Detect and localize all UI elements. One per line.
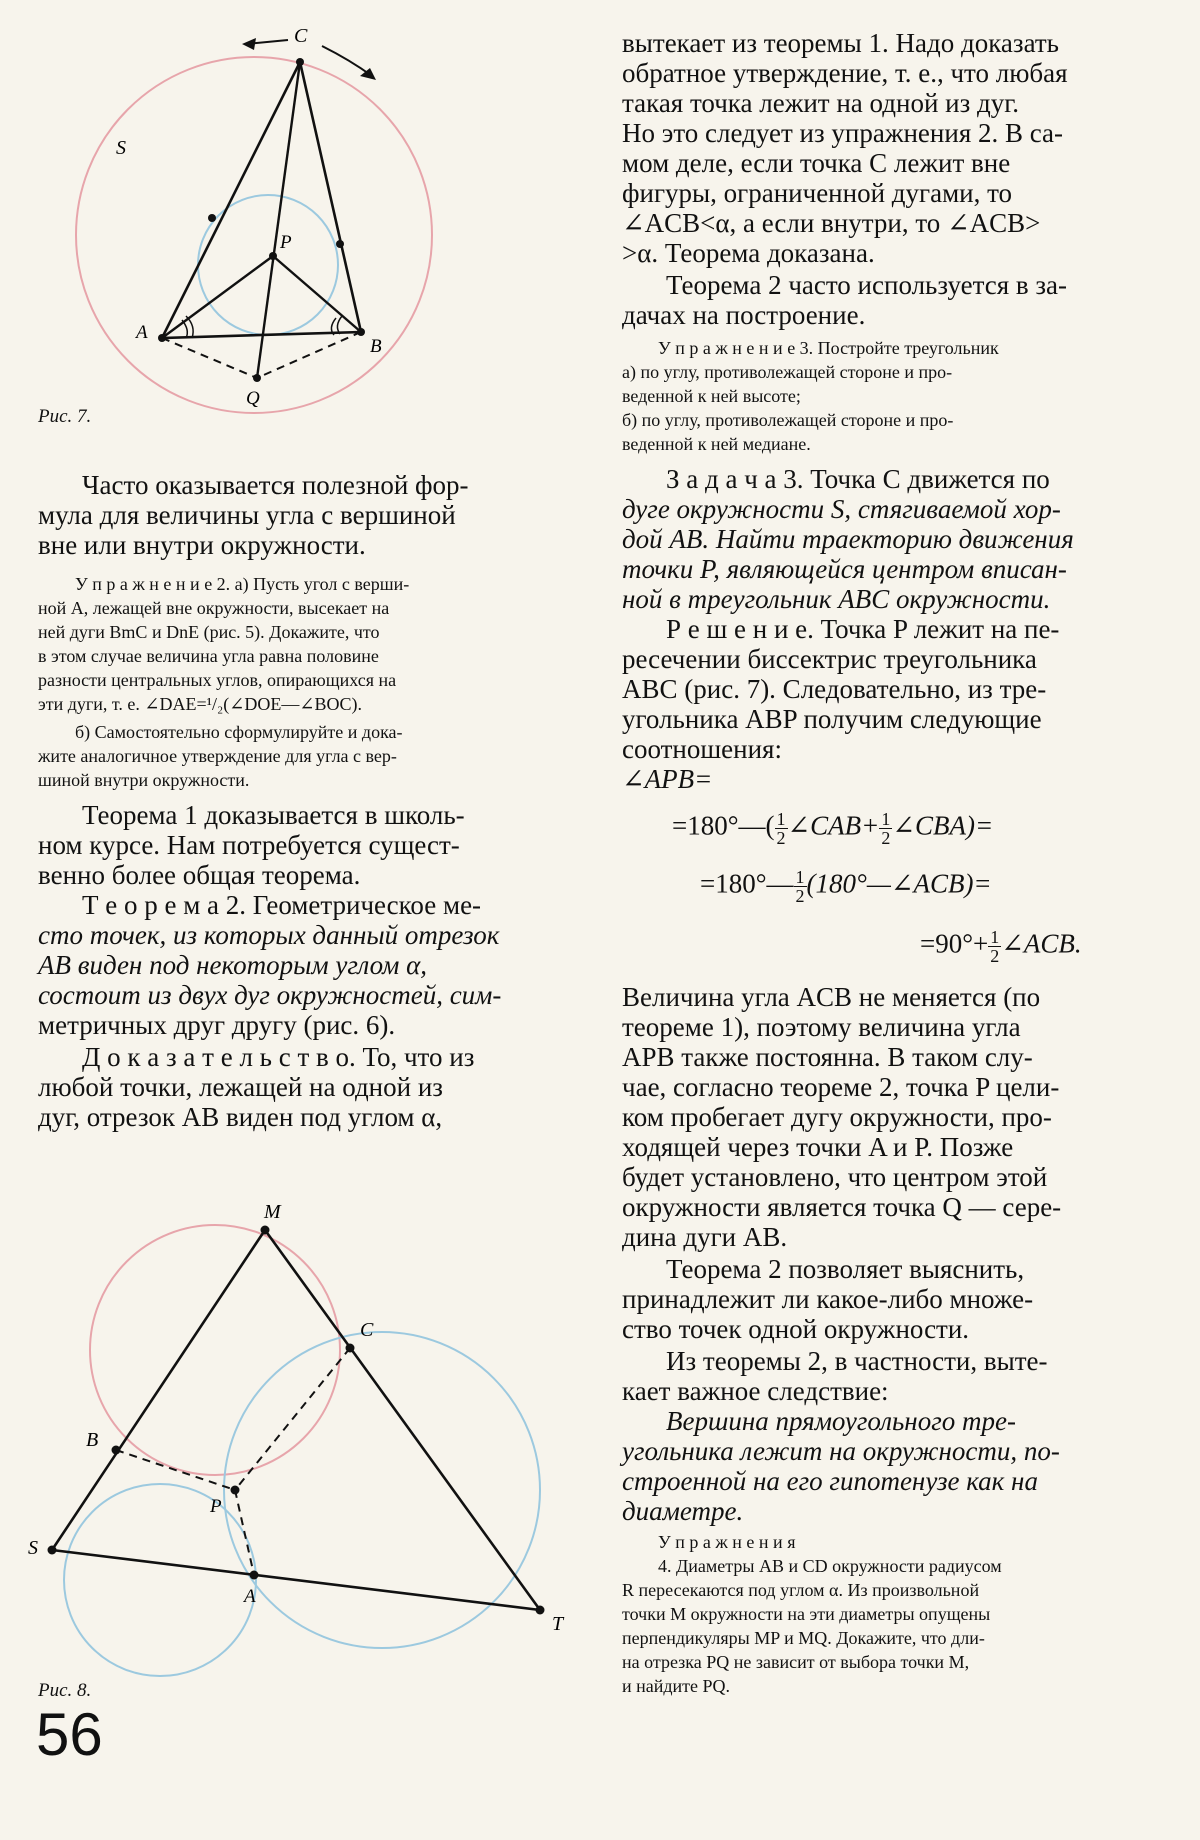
- thm1-line3: венно более общая теорема.: [38, 860, 361, 890]
- corollary-line4: диаметре.: [622, 1496, 744, 1526]
- ex3-line5: веденной к ней медиане.: [622, 434, 811, 454]
- fig7-caption: Рис. 7.: [38, 406, 92, 427]
- proof-line1: Д о к а з а т е л ь с т в о. То, что из: [82, 1042, 475, 1072]
- figure-7: [30, 20, 590, 440]
- task3-line5: ной в треугольник ABC окружности.: [622, 584, 1051, 614]
- corollary-line3: строенной на его гипотенузе как на: [622, 1466, 1038, 1496]
- solution-line3: ABC (рис. 7). Следовательно, из тре-: [622, 674, 1047, 704]
- cont-line7: ∠ACB<α, а если внутри, то ∠ACB>: [622, 208, 1041, 238]
- thm2use-line1: Теорема 2 часто используется в за-: [666, 270, 1068, 300]
- thm1-line1: Теорема 1 доказывается в школь-: [82, 800, 465, 830]
- after-line5: ком пробегает дугу окружности, про-: [622, 1102, 1052, 1132]
- cont-line5: мом деле, если точка C лежит вне: [622, 148, 1011, 178]
- cont-line2: обратное утверждение, т. е., что любая: [622, 58, 1068, 88]
- fig7-label-s: S: [116, 137, 126, 159]
- thm2allows-line2: принадлежит ли какое-либо множе-: [622, 1284, 1034, 1314]
- ex2a-line3: ней дуги BmC и DnE (рис. 5). Докажите, что: [38, 622, 380, 642]
- after-line2: теореме 1), поэтому величина угла: [622, 1012, 1021, 1042]
- page-number: 56: [36, 1701, 103, 1768]
- fig7-label-a: A: [136, 322, 148, 343]
- ex2b-line1: б) Самостоятельно сформулируйте и дока-: [75, 722, 403, 742]
- thm2-line4: состоит из двух дуг окружностей, сим-: [38, 980, 502, 1010]
- ex2a-line4: в этом случае величина угла равна половине: [38, 646, 379, 666]
- cont-line4: Но это следует из упражнения 2. В са-: [622, 118, 1064, 148]
- formula-line3: =90°+ $\frac{1}{2}$ ∠ACB.: [920, 927, 1082, 966]
- exercises-title: У п р а ж н е н и я: [658, 1532, 796, 1552]
- task3-line2: дуге окружности S, стягиваемой хор-: [622, 494, 1061, 524]
- task3-line4: точки P, являющейся центром вписан-: [622, 554, 1067, 584]
- thm2-line5: метричных друг другу (рис. 6).: [38, 1010, 396, 1040]
- ex3-line4: б) по углу, противолежащей стороне и про-: [622, 410, 954, 430]
- ex2b-line2: жите аналогичное утверждение для угла с вер-: [38, 746, 397, 766]
- cont-line6: фигуры, ограниченной дугами, то: [622, 178, 1013, 208]
- fig7-label-q: Q: [246, 388, 260, 409]
- thm2allows-line1: Теорема 2 позволяет выяснить,: [666, 1254, 1025, 1284]
- figure-8: [20, 1190, 590, 1710]
- fig8-caption: Рис. 8.: [38, 1680, 92, 1701]
- left-para1-line1: Часто оказывается полезной фор-: [82, 470, 469, 500]
- corollary-intro-line2: кает важное следствие:: [622, 1376, 889, 1406]
- thm2allows-line3: ство точек одной окружности.: [622, 1314, 970, 1344]
- after-line4: чае, согласно теореме 2, точка P цели-: [622, 1072, 1060, 1102]
- ex2a-line5: разности центральных углов, опирающихся на: [38, 670, 397, 690]
- after-line1: Величина угла ACB не меняется (по: [622, 982, 1041, 1012]
- ex4-line3: точки M окружности на эти диаметры опущены: [622, 1604, 991, 1624]
- fig8-label-c: C: [360, 1319, 374, 1341]
- circumcircle-s: [76, 57, 432, 413]
- proof-line2: любой точки, лежащей на одной из: [38, 1072, 443, 1102]
- fig8-label-p: P: [210, 1496, 222, 1517]
- fig7-label-b: B: [370, 336, 382, 357]
- formula-line1: =180°—( $\frac{1}{2}$ ∠CAB+ $\frac{1}{2}$ ∠CBA)=: [672, 809, 994, 848]
- ex3-line3: веденной к ней высоте;: [622, 386, 801, 406]
- after-line7: будет установлено, что центром этой: [622, 1162, 1048, 1192]
- thm2-line1: Т е о р е м а 2. Геометрическое ме-: [82, 890, 482, 920]
- cont-line1: вытекает из теоремы 1. Надо доказать: [622, 28, 1059, 58]
- fig7-label-c: C: [294, 25, 308, 47]
- after-line8: окружности является точка Q — сере-: [622, 1192, 1062, 1222]
- incircle: [198, 195, 338, 335]
- ex4-line1: 4. Диаметры AB и CD окружности радиусом: [658, 1556, 1002, 1576]
- ex4-line6: и найдите PQ.: [622, 1676, 731, 1696]
- after-line6: ходящей через точки A и P. Позже: [622, 1132, 1014, 1162]
- ex3-line2: а) по углу, противолежащей стороне и про-: [622, 362, 953, 382]
- ex2a-line6: эти дуги, т. е. ∠DAE=¹/₂(∠DOE—∠BOC).: [38, 694, 362, 714]
- corollary-intro-line1: Из теоремы 2, в частности, выте-: [666, 1346, 1048, 1376]
- fig8-label-t: T: [552, 1613, 564, 1635]
- fig8-label-b: B: [86, 1429, 99, 1451]
- corollary-line1: Вершина прямоугольного тре-: [666, 1406, 1016, 1436]
- proof-line3: дуг, отрезок AB виден под углом α,: [38, 1102, 443, 1132]
- ex4-line5: на отрезка PQ не зависит от выбора точки M,: [622, 1652, 970, 1672]
- fig8-label-a: A: [244, 1586, 256, 1607]
- ex2a-line2: ной A, лежащей вне окружности, высекает на: [38, 598, 390, 618]
- after-line9: дина дуги AB.: [622, 1222, 788, 1252]
- fig8-label-s: S: [28, 1537, 38, 1559]
- ex2a-line1: У п р а ж н е н и е 2. а) Пусть угол с верши-: [75, 574, 410, 594]
- ex3-line1: У п р а ж н е н и е 3. Постройте треугольник: [658, 338, 999, 358]
- solution-line6: ∠APB=: [622, 764, 713, 794]
- cont-line3: такая точка лежит на одной из дуг.: [622, 88, 1020, 118]
- ex2b-line3: шиной внутри окружности.: [38, 770, 250, 790]
- formula-line2: =180°— $\frac{1}{2}$ (180°—∠ACB)=: [700, 867, 992, 906]
- thm2-line3: AB виден под некоторым углом α,: [38, 950, 428, 980]
- task3-line1: З а д а ч а 3. Точка C движется по: [666, 464, 1050, 494]
- cont-line8: >α. Теорема доказана.: [622, 238, 875, 268]
- left-para1-line2: мула для величины угла с вершиной: [38, 500, 456, 530]
- thm2use-line2: дачах на построение.: [622, 300, 866, 330]
- fig7-label-p: P: [280, 232, 292, 253]
- solution-line1: Р е ш е н и е. Точка P лежит на пе-: [666, 614, 1060, 644]
- solution-line2: ресечении биссектрис треугольника: [622, 644, 1037, 674]
- fig8-label-m: M: [264, 1201, 281, 1223]
- thm1-line2: ном курсе. Нам потребуется сущест-: [38, 830, 460, 860]
- after-line3: APB также постоянна. В таком слу-: [622, 1042, 1033, 1072]
- ex4-line2: R пересекаются под углом α. Из произвольной: [622, 1580, 980, 1600]
- solution-line4: угольника ABP получим следующие: [622, 704, 1042, 734]
- corollary-line2: угольника лежит на окружности, по-: [622, 1436, 1060, 1466]
- left-para1-line3: вне или внутри окружности.: [38, 530, 366, 560]
- thm2-line2: сто точек, из которых данный отрезок: [38, 920, 500, 950]
- solution-line5: соотношения:: [622, 734, 782, 764]
- task3-line3: дой AB. Найти траекторию движения: [622, 524, 1074, 554]
- ex4-line4: перпендикуляры MP и MQ. Докажите, что дли-: [622, 1628, 985, 1648]
